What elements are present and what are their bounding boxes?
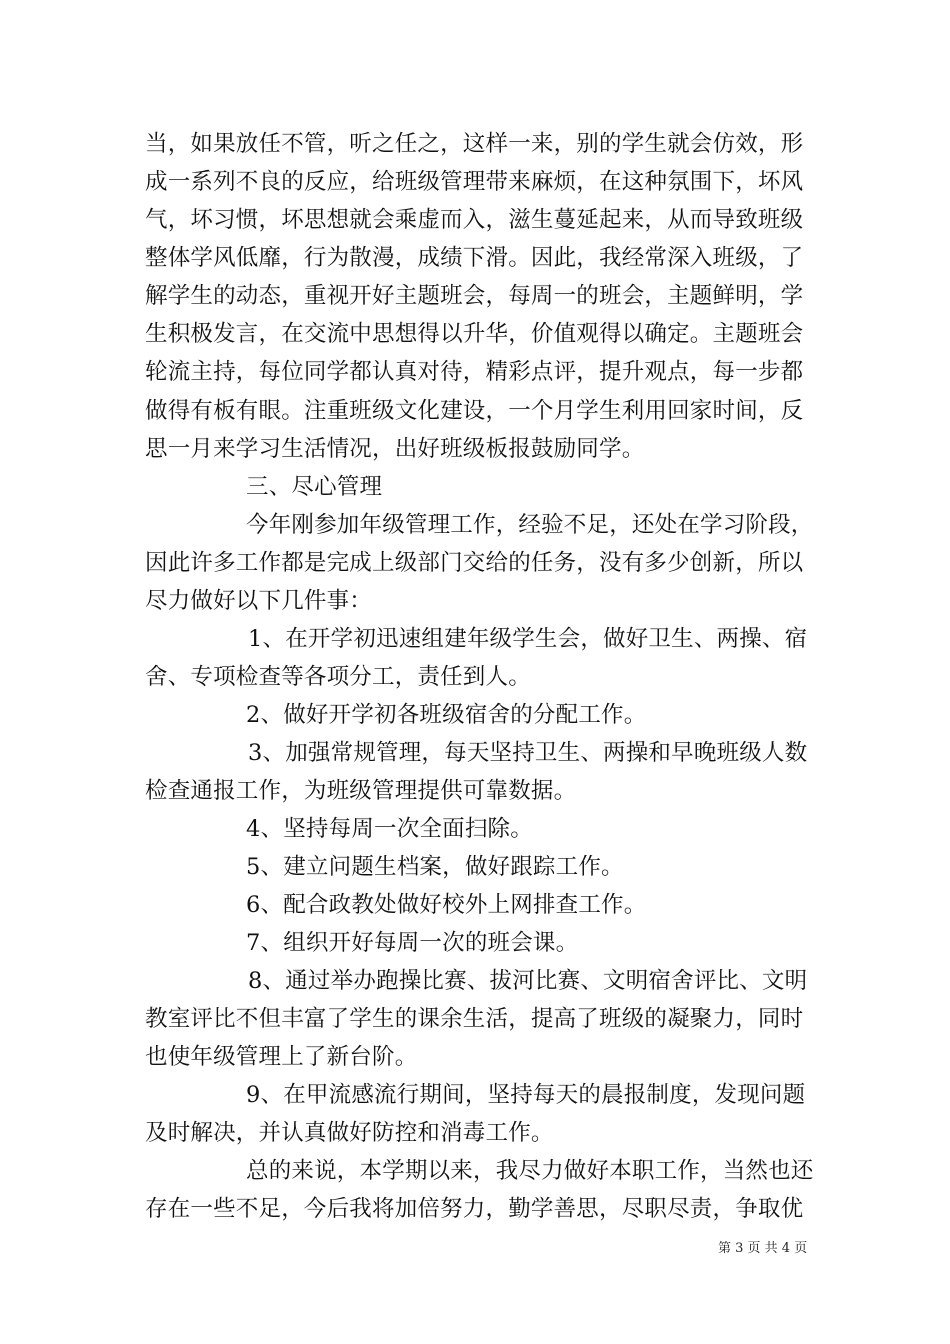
list-item: 8、通过举办跑操比赛、拔河比赛、文明宿舍评比、文明 — [248, 968, 808, 994]
text-line: 当，如果放任不管，听之任之，这样一来，别的学生就会仿效，形 — [145, 131, 804, 157]
text-line: 教室评比不但丰富了学生的课余生活，提高了班级的凝聚力，同时 — [145, 1006, 804, 1032]
text-line: 做得有板有眼。注重班级文化建设，一个月学生利用回家时间，反 — [145, 398, 804, 424]
text-line: 也使年级管理上了新台阶。 — [145, 1044, 418, 1070]
text-line: 气，坏习惯，坏思想就会乘虚而入，滋生蔓延起来，从而导致班级 — [145, 207, 804, 233]
text-line: 轮流主持，每位同学都认真对待，精彩点评，提升观点，每一步都 — [145, 359, 804, 385]
list-item: 2、做好开学初各班级宿舍的分配工作。 — [246, 702, 647, 728]
list-item: 5、建立问题生档案，做好跟踪工作。 — [246, 854, 624, 880]
page-number-footer: 第 3 页 共 4 页 — [718, 1241, 808, 1256]
list-item: 3、加强常规管理，每天坚持卫生、两操和早晚班级人数 — [248, 740, 808, 766]
section-heading: 三、尽心管理 — [246, 474, 383, 500]
text-line: 存在一些不足，今后我将加倍努力，勤学善思，尽职尽责，争取优 — [145, 1196, 804, 1222]
text-line: 因此许多工作都是完成上级部门交给的任务，没有多少创新，所以 — [145, 550, 804, 576]
list-item: 6、配合政教处做好校外上网排查工作。 — [246, 892, 647, 918]
text-line: 检查通报工作，为班级管理提供可靠数据。 — [145, 778, 577, 804]
list-item: 4、坚持每周一次全面扫除。 — [246, 816, 533, 842]
text-line: 成一系列不良的反应，给班级管理带来麻烦，在这种氛围下，坏风 — [145, 169, 804, 195]
list-item: 7、组织开好每周一次的班会课。 — [246, 930, 579, 956]
text-line: 今年刚参加年级管理工作，经验不足，还处在学习阶段， — [246, 512, 814, 538]
text-line: 生积极发言，在交流中思想得以升华，价值观得以确定。主题班会 — [145, 321, 804, 347]
text-line: 解学生的动态，重视开好主题班会，每周一的班会，主题鲜明，学 — [145, 283, 804, 309]
text-line: 及时解决，并认真做好防控和消毒工作。 — [145, 1120, 554, 1146]
text-line: 舍、专项检查等各项分工，责任到人。 — [145, 664, 531, 690]
text-line: 整体学风低靡，行为散漫，成绩下滑。因此，我经常深入班级，了 — [145, 245, 804, 271]
text-line: 思一月来学习生活情况，出好班级板报鼓励同学。 — [145, 436, 645, 462]
text-line: 总的来说，本学期以来，我尽力做好本职工作，当然也还 — [246, 1158, 814, 1184]
list-item: 9、在甲流感流行期间，坚持每天的晨报制度，发现问题 — [246, 1082, 806, 1108]
text-line: 尽力做好以下几件事： — [145, 588, 373, 614]
list-item: 1、在开学初迅速组建年级学生会，做好卫生、两操、宿 — [248, 626, 808, 652]
